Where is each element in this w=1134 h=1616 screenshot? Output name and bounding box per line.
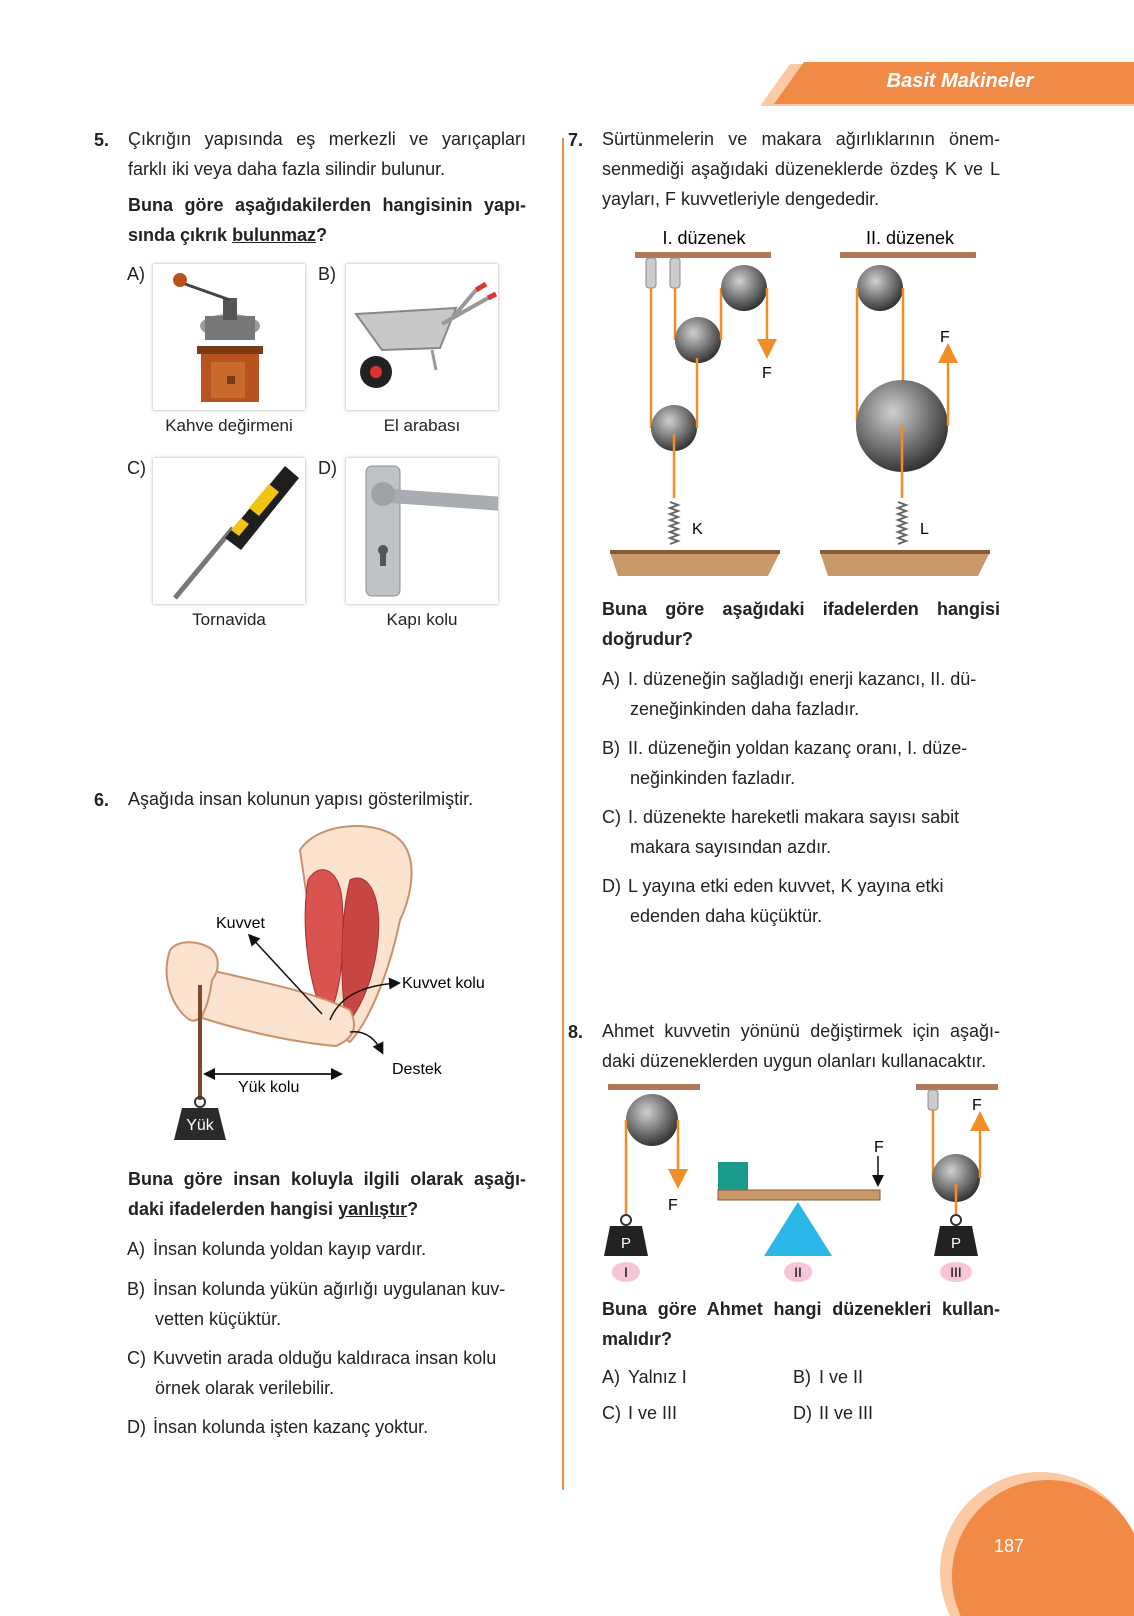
question-prompt: Buna göre Ahmet hangi düzenekleri kullan-malıdır? [602,1299,1000,1349]
pulley-icon [721,265,767,311]
question-text: Aşağıda insan kolunun yapısı gösterilmiştir. [128,789,474,809]
answer-option[interactable]: B) İnsan kolunda yükün ağırlığı uygulanan kuv- vetten küçüktür. [127,1279,506,1329]
page-corner [920,1462,1134,1616]
question-text: Ahmet kuvvetin yönünü değiştirmek için aşağı-daki düzeneklerden uygun olanları kullanacaktır. [602,1021,1000,1071]
option-caption: El arabası [383,416,461,435]
question-prompt: Buna göre aşağıdaki ifadelerden hangisi doğrudur? [602,599,1000,649]
pulley-icon [626,1094,678,1146]
option-label[interactable]: A) [127,264,145,284]
answer-option[interactable]: A) I. düzeneğin sağladığı enerji kazancı, II. dü- zeneğinkinden daha fazladır. [602,669,977,719]
question-number: 8. [568,1022,584,1042]
question-number: 6. [94,790,110,810]
fulcrum-label: Destek [392,1061,442,1078]
answer-option[interactable]: A) İnsan kolunda yoldan kayıp vardır. [127,1239,427,1259]
arm-lever-figure [150,820,540,1150]
answer-option[interactable]: B) I ve II [793,1367,864,1387]
question-text: Çıkrığın yapısında eş merkezli ve yarıçapları farklı iki veya daha fazla silindir bulunur. [128,129,526,179]
force-label: Kuvvet [216,915,265,932]
setup-label: I [624,1264,628,1280]
option-caption: Tornavida [192,610,266,629]
column-divider [562,138,564,1490]
pulley-systems-figure [600,222,1000,582]
option-label[interactable]: C) [127,458,146,478]
wheelbarrow-icon[interactable] [346,264,498,410]
answer-option[interactable]: C) I ve III [602,1403,678,1423]
door-handle-icon[interactable] [346,458,498,604]
answer-option[interactable]: B) II. düzeneğin yoldan kazanç oranı, I. düze- neğinkinden fazladır. [602,738,968,788]
force-label: F [762,365,772,382]
answer-option[interactable]: D) İnsan kolunda işten kazanç yoktur. [127,1417,429,1437]
force-label: F [874,1139,884,1156]
question-prompt: Buna göre aşağıdakilerden hangisinin yapı-sında çıkrık bulunmaz? [128,195,526,245]
system-2-title: II. düzenek [865,228,955,248]
answer-option[interactable]: A) Yalnız I [602,1367,687,1387]
answer-option[interactable]: D) L yayına etki eden kuvvet, K yayına etki edenden daha küçüktür. [602,876,944,926]
question-prompt: Buna göre insan koluyla ilgili olarak aşağı-daki ifadelerden hangisi yanlıştır? [128,1169,526,1219]
pulley-icon [857,265,903,311]
system-1-title: I. düzenek [662,228,746,248]
answer-option[interactable]: C) Kuvvetin arada olduğu kaldıraca insan kolu örnek olarak verilebilir. [127,1348,497,1398]
pulley-icon [675,317,721,363]
load-label: Yük [186,1117,214,1134]
option-caption: Kahve değirmeni [165,416,293,435]
answer-option[interactable]: D) II ve III [793,1403,874,1423]
section-title: Basit Makineler [886,70,1034,92]
mechanisms-figure [600,1080,1010,1284]
option-label[interactable]: B) [318,264,336,284]
setup-label: III [950,1264,962,1280]
page-number: 187 [994,1536,1025,1556]
weight-label: P [950,1235,962,1252]
coffee-grinder-icon[interactable] [153,264,305,410]
question-text: Sürtünmelerin ve makara ağırlıklarının önem-senmediği aşağıdaki düzeneklerde özdeş K ve L yayları, F kuvvetleriyle dengededir. [602,129,1000,209]
force-label: F [940,329,950,346]
option-caption: Kapı kolu [386,610,458,629]
force-label: F [972,1097,982,1114]
setup-label: II [794,1264,802,1280]
answer-option[interactable]: C) I. düzenekte hareketli makara sayısı sabit makara sayısından azdır. [602,807,960,857]
spring-icon [670,502,678,544]
question-number: 7. [568,130,584,150]
force-arm-label: Kuvvet kolu [402,975,485,992]
force-label: F [668,1197,678,1214]
weight-label: P [620,1235,632,1252]
load-arm-label: Yük kolu [238,1079,300,1096]
spring-k-label: K [692,521,703,538]
question-number: 5. [94,130,110,150]
spring-icon [898,502,906,544]
spring-l-label: L [920,521,929,538]
screwdriver-icon[interactable] [153,458,305,604]
option-label[interactable]: D) [318,458,337,478]
